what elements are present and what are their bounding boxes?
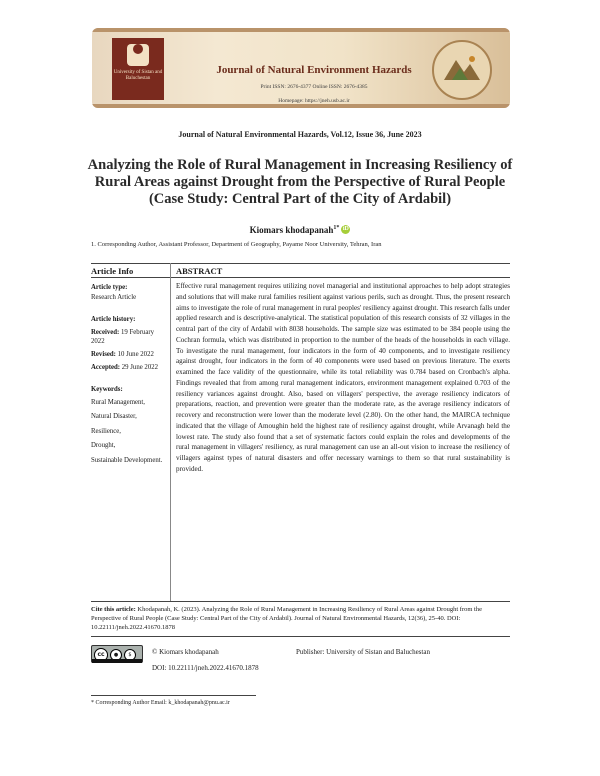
- header-rule-bottom: [91, 277, 510, 278]
- keywords-label: Keywords:: [91, 386, 123, 394]
- keyword-item: Sustainable Development.: [91, 456, 163, 464]
- accepted-date: 29 June 2022: [121, 363, 159, 371]
- doi[interactable]: DOI: 10.22111/jneh.2022.41670.1878: [152, 664, 259, 672]
- abstract-header: ABSTRACT: [176, 266, 223, 276]
- cite-label: Cite this article:: [91, 606, 136, 613]
- footnote-rule: [91, 695, 256, 696]
- article-info-header: Article Info: [91, 266, 134, 276]
- received-label: Received:: [91, 328, 120, 336]
- column-divider: [170, 263, 171, 601]
- abstract-text: Effective rural management requires utilizing novel managerial and institutional approaches to help adopt strategies and solutions that will make rural families resilient against various perils, such as drought. Thus, the present research aims to investigate the role of rural management in rural peoples' resiliency against drought. This research falls under applied research and is descriptive-analytical. The statistical population of this research consists of 32 villages in the central part of the city of Ardabil with 8038 households. The sample size was estimated to be 384 people using the Cochran formula, which was distributed in proportion to the number of the heads of the households in each village. To investigate the rural management, four indicators in the form of 40 components, and to investigate resiliency against drought, four indicators in the form of 40 components were used based on previous literature. The exerts examined the face validity of the questionnaire, while its total reliability was 0.784 based on Cronbach's alpha. Findings revealed that from among rural management indicators, environment management explained 0.703 of the resiliency variances against drought. Also, based on villagers' perspective, the average resiliency indicators of preparations, reaction, and prevention were greater than the moderate rate, as the average resiliency indicators of recovery and reconstruction were lower than the moderate level (2.80). On the other hand, the MAIRCA technique indicated that the village of Amoughin held the highest rate of resiliency against drought, while Arvanagh held the lowest rate. The study also found that a set of systematic factors could explain the roles and developments of the rural management in villagers' resiliency, as rural management can use an all-out vision to increase the resiliency of villagers against types of natural disasters and offer necessary warnings to them so that rural sustainability is provided.: [176, 282, 510, 473]
- keyword-item: Resilience,: [91, 427, 122, 435]
- paper-title: Analyzing the Role of Rural Management in Increasing Resiliency of Rural Areas against Drought from the Perspective of Rural People (Case Study: Central Part of the City of Ardabil): [87, 157, 513, 207]
- nc-icon: $: [124, 649, 136, 661]
- banner-stripe-top: [92, 28, 510, 32]
- journal-homepage[interactable]: Homepage: https://jneh.usb.ac.ir: [278, 98, 350, 104]
- accepted-label: Accepted:: [91, 363, 121, 371]
- author-superscript: 1*: [333, 225, 340, 231]
- revised-date: 10 June 2022: [117, 350, 154, 358]
- publisher: Publisher: University of Sistan and Baluchestan: [296, 648, 430, 656]
- keyword-item: Natural Disaster,: [91, 413, 137, 421]
- footnote: * Corresponding Author Email: k_khodapanah@pnu.ac.ir: [91, 700, 230, 706]
- author-line: [0, 225, 600, 235]
- by-icon: ●: [110, 649, 122, 661]
- orcid-icon[interactable]: iD: [342, 226, 349, 232]
- copyright: © Kiomars khodapanah: [152, 648, 219, 656]
- journal-citation-line: Journal of Natural Environmental Hazards, Vol.12, Issue 36, June 2023: [178, 130, 422, 139]
- header-rule-top: [91, 263, 510, 264]
- article-type-value: Research Article: [91, 293, 137, 301]
- affiliation: 1. Corresponding Author, Assistant Professor, Department of Geography, Payame Noor University, Tehran, Iran: [91, 241, 382, 248]
- university-mark-icon: [127, 44, 149, 66]
- mountain-icon: [442, 52, 482, 84]
- banner-stripe-bottom: [92, 104, 510, 108]
- received-date: 19 February 2022: [91, 328, 155, 346]
- author-name: Kiomars khodapanah: [249, 225, 334, 235]
- journal-name: Journal of Natural Environment Hazards: [216, 64, 412, 76]
- journal-logo: [432, 40, 492, 100]
- cc-license-badge[interactable]: [91, 645, 143, 663]
- keyword-item: Drought,: [91, 442, 116, 450]
- article-type-label: Article type:: [91, 284, 128, 291]
- cc-icon: cc: [94, 648, 108, 662]
- journal-banner: [92, 28, 510, 108]
- cite-this-article: [91, 601, 510, 637]
- article-info-panel: [91, 283, 169, 466]
- revised-label: Revised:: [91, 350, 116, 358]
- university-logo-text: University of Sistan and Baluchestan: [113, 70, 163, 81]
- cite-text: Khodapanah, K. (2023). Analyzing the Role of Rural Management in Increasing Resiliency of Rural Areas against Drought from the Perspective of Rural People (Case Study: Central Part of the City of Ardabil). Journal of Natural Environmental Hazards, 12(36), 25-40. DOI: 10.22111/jneh.2022.41670.1878: [91, 606, 482, 631]
- article-history-label: Article history:: [91, 316, 136, 324]
- journal-issn: Print ISSN: 2676-4377 Online ISSN: 2676-4385: [260, 84, 368, 90]
- university-logo: [112, 38, 164, 100]
- keyword-item: Rural Management,: [91, 398, 145, 406]
